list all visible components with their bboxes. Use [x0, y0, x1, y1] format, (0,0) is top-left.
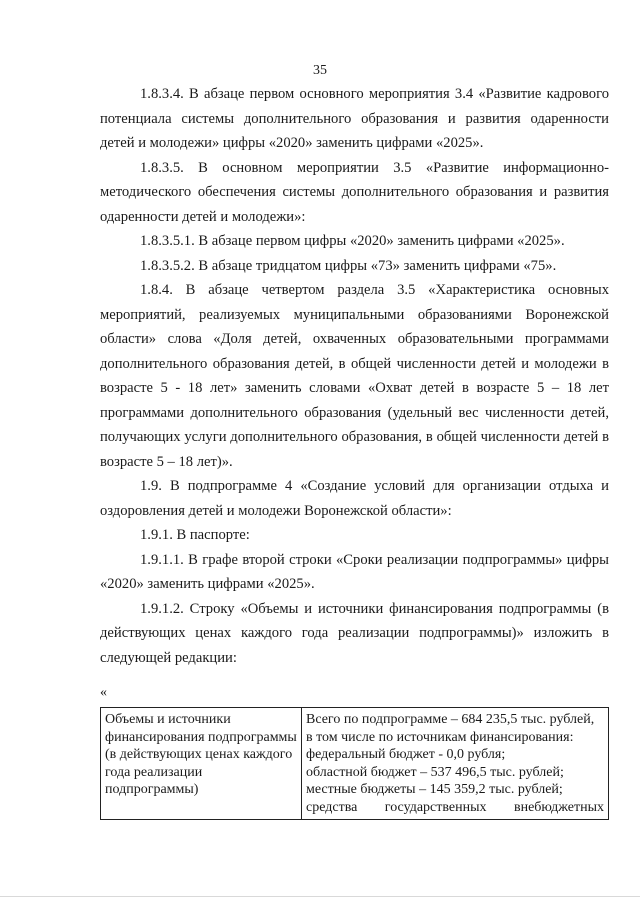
financing-line: местные бюджеты – 145 359,2 тыс. рублей; — [306, 782, 563, 797]
paragraph-1-9-1-2: 1.9.1.2. Строку «Объемы и источники финансирования подпрограммы (в действующих ценах каждого года реализации подпрограммы)» изложить в следующей редакции: — [100, 600, 609, 666]
financing-label-cell: Объемы и источники финансирования подпрограммы (в действующих ценах каждого года реализации подпрограммы) — [101, 708, 302, 820]
paragraph-1-8-3-4: 1.8.3.4. В абзаце первом основного мероприятия 3.4 «Развитие кадрового потенциала системы дополнительного образования и развития одаренности детей и молодежи» цифры «2020» заменить цифрами «2025». — [100, 86, 609, 151]
paragraph-1-9-1: 1.9.1. В паспорте: — [140, 527, 250, 543]
paragraph-1-8-3-5-2: 1.8.3.5.2. В абзаце тридцатом цифры «73» заменить цифрами «75». — [140, 257, 557, 274]
page-number: 35 — [313, 63, 327, 78]
document-body — [100, 82, 609, 670]
page-bottom-edge — [0, 896, 640, 897]
paragraph-1-9-1-1: 1.9.1.1. В графе второй строки «Сроки реализации подпрограммы» цифры «2020» заменить цифрами «2025». — [100, 551, 609, 592]
financing-line: средства государственных внебюджетных — [306, 799, 604, 815]
financing-line: в том числе по источникам финансирования: — [306, 729, 574, 745]
table-row — [101, 708, 609, 820]
opening-quote: « — [100, 685, 107, 700]
financing-table — [100, 707, 609, 820]
paragraph-1-8-3-5-1: 1.8.3.5.1. В абзаце первом цифры «2020» заменить цифрами «2025». — [140, 233, 565, 249]
paragraph-1-9: 1.9. В подпрограмме 4 «Создание условий для организации отдыха и оздоровления детей и молодежи Воронежской области»: — [100, 478, 609, 519]
financing-line: федеральный бюджет - 0,0 рубля; — [306, 747, 506, 762]
paragraph-1-8-3-5: 1.8.3.5. В основном мероприятии 3.5 «Развитие информационно-методического обеспечения системы дополнительного образования и развития одаренности детей и молодежи»: — [100, 159, 609, 225]
financing-values-cell — [302, 708, 609, 820]
paragraph-1-8-4: 1.8.4. В абзаце четвертом раздела 3.5 «Характеристика основных мероприятий, реализуемых муниципальными образованиями Воронежской области» слова «Доля детей, охваченных образовательными программами дополнительного образования детей, в общей численности детей и молодежи в возрасте 5 - 18 лет» заменить словами «Охват детей в возрасте 5 – 18 лет программами дополнительного образования (удельный вес численности детей, получающих услуги дополнительного образования, в общей численности детей в возрасте 5 – 18 лет)». — [100, 282, 609, 470]
financing-line: Всего по подпрограмме – 684 235,5 тыс. рублей, — [306, 712, 595, 727]
financing-line: областной бюджет – 537 496,5 тыс. рублей; — [306, 764, 564, 780]
